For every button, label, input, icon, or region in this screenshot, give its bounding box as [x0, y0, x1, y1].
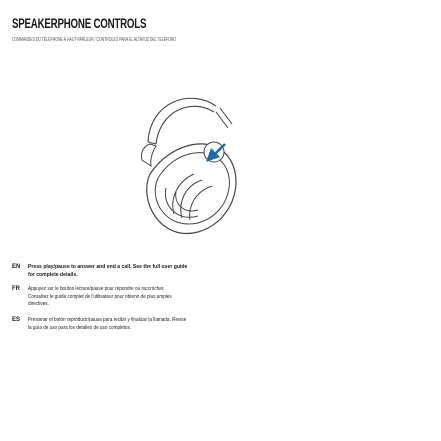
- instruction-en: [12, 264, 432, 279]
- instruction-fr-line1: Appuyez sur le bouton lecture/pause pour répondre ou raccrocher.: [28, 286, 165, 292]
- lang-code-fr: FR: [12, 286, 20, 292]
- headphone-earcup-illustration: [120, 82, 250, 242]
- instruction-es-line1: Presionar el botón reproducir/pausa para recibir y finalizar la llamada. Revise: [28, 317, 187, 323]
- lang-code-en: EN: [12, 264, 21, 270]
- instruction-fr-line2: Consultez le guide complet de l'utilisateur pour obtenir de plus amples: [28, 293, 172, 300]
- instruction-es-line2: la guía de uso para los detalles de uso completos.: [28, 324, 132, 331]
- page-title: SPEAKERPHONE CONTROLS: [12, 16, 147, 31]
- instruction-es: [12, 317, 432, 332]
- instruction-fr-line3: directives.: [28, 301, 49, 308]
- instruction-en-line1: Press play/pause to answer and end a call. See the full user guide: [28, 264, 188, 270]
- page-subtitle: COMMANDES DU TÉLÉPHONE À HAUT-PARLEUR / CONTROLES PARA EL ALTAVOZ DEL TELÉFONO: [12, 37, 177, 43]
- headphone-earcup-press-icon: [120, 82, 250, 242]
- instruction-en-line2: for complete details.: [28, 271, 78, 278]
- lang-code-es: ES: [12, 317, 21, 323]
- instruction-fr: [12, 286, 432, 309]
